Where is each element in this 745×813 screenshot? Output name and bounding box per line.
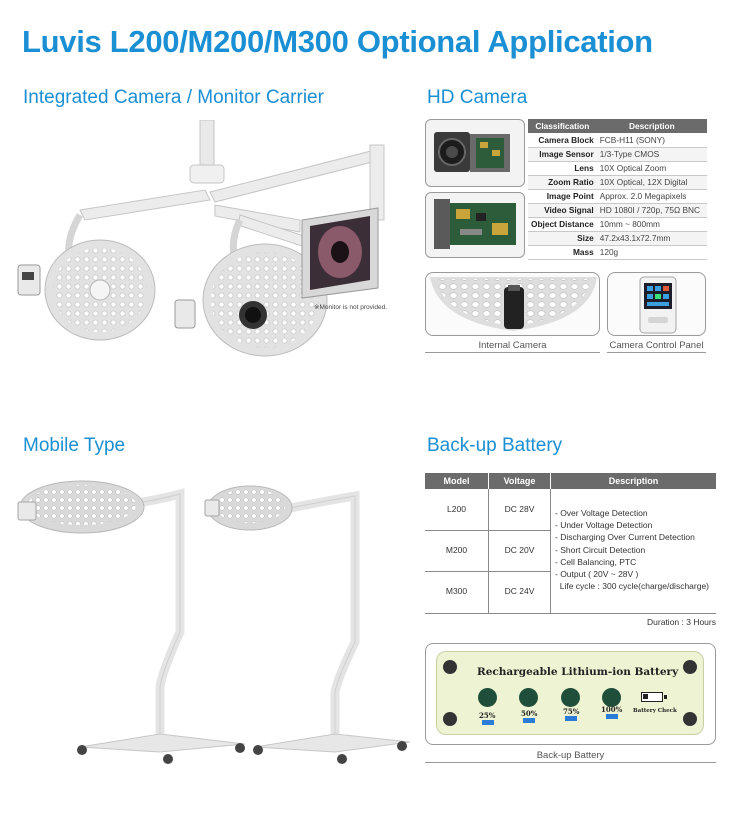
caption-divider xyxy=(607,352,706,353)
table-divider xyxy=(425,571,550,572)
description-line: - Output ( 20V ~ 28V ) xyxy=(555,569,639,580)
camera-block-image xyxy=(425,119,525,187)
corner-screw-icon xyxy=(683,660,697,674)
table-divider xyxy=(425,613,716,614)
spec-key: Lens xyxy=(528,161,597,175)
mobile-type-image xyxy=(10,472,410,772)
battery-caption: Back-up Battery xyxy=(536,750,605,761)
description-line: - Over Voltage Detection xyxy=(555,508,648,518)
battery-header-voltage: Voltage xyxy=(489,473,550,489)
spec-value: 10X Optical, 12X Digital xyxy=(597,175,707,189)
table-row xyxy=(528,175,707,189)
spec-value: FCB-H11 (SONY) xyxy=(597,133,707,147)
battery-voltage: DC 24V xyxy=(504,586,535,596)
corner-screw-icon xyxy=(443,712,457,726)
page-title: Luvis L200/M200/M300 Optional Application xyxy=(22,24,653,59)
camera-control-panel-caption: Camera Control Panel xyxy=(609,340,704,351)
spec-value: 120g xyxy=(597,245,707,259)
table-row xyxy=(528,147,707,161)
description-line: - Discharging Over Current Detection xyxy=(555,532,695,543)
spec-header-classification: Classification xyxy=(528,119,597,133)
battery-voltage: DC 28V xyxy=(504,504,535,514)
spec-value: HD 1080I / 720p, 75Ω BNC xyxy=(597,203,707,217)
table-divider xyxy=(425,530,550,531)
table-row xyxy=(528,203,707,217)
internal-camera-image xyxy=(425,272,600,336)
level-label: 75% xyxy=(563,707,580,716)
level-label: 25% xyxy=(479,711,496,720)
battery-description xyxy=(555,507,709,592)
spec-key: Mass xyxy=(528,245,597,259)
spec-key: Camera Block xyxy=(528,133,597,147)
battery-check-label: Battery Check xyxy=(633,708,677,714)
section-title-hd-camera: HD Camera xyxy=(427,87,528,108)
level-led xyxy=(606,714,618,719)
table-row xyxy=(528,133,707,147)
description-line: Life cycle : 300 cycle(charge/discharge) xyxy=(555,581,710,592)
section-title-battery: Back-up Battery xyxy=(427,435,563,456)
spec-key: Image Point xyxy=(528,189,597,203)
spec-value: 1/3-Type CMOS xyxy=(597,147,707,161)
description-line: - Short Circuit Detection xyxy=(555,544,646,555)
level-label: 100% xyxy=(601,705,623,714)
spec-key: Image Sensor xyxy=(528,147,597,161)
table-row xyxy=(528,245,707,259)
level-button xyxy=(561,688,580,707)
battery-model: M300 xyxy=(445,586,468,596)
spec-header-description: Description xyxy=(597,119,707,133)
level-led xyxy=(565,716,577,721)
corner-screw-icon xyxy=(683,712,697,726)
battery-tip xyxy=(664,695,667,699)
battery-icon xyxy=(641,692,663,702)
spec-key: Video Signal xyxy=(528,203,597,217)
level-button xyxy=(519,688,538,707)
spec-value: 10mm ~ 800mm xyxy=(597,217,707,231)
battery-model: L200 xyxy=(447,504,466,514)
spec-value: 47.2x43.1x72.7mm xyxy=(597,231,707,245)
level-button xyxy=(478,688,497,707)
caption-divider xyxy=(425,762,716,763)
camera-spec-table xyxy=(528,119,707,260)
table-row xyxy=(528,161,707,175)
spec-key: Size xyxy=(528,231,597,245)
description-line: - Cell Balancing, PTC xyxy=(555,556,637,567)
battery-header-model: Model xyxy=(425,473,488,489)
description-line: - Under Voltage Detection xyxy=(555,520,653,531)
battery-header-description: Description xyxy=(551,473,716,489)
spec-value: 10X Optical Zoom xyxy=(597,161,707,175)
battery-panel xyxy=(436,651,704,735)
spec-key: Zoom Ratio xyxy=(528,175,597,189)
level-led xyxy=(482,720,494,725)
level-label: 50% xyxy=(521,709,538,718)
table-row xyxy=(528,217,707,231)
spec-key: Object Distance xyxy=(528,217,597,231)
battery-panel-title: Rechargeable Lithium-ion Battery xyxy=(477,666,679,678)
camera-control-panel-image xyxy=(607,272,706,336)
table-row xyxy=(528,231,707,245)
corner-screw-icon xyxy=(443,660,457,674)
table-divider xyxy=(550,489,551,613)
monitor-note: ※Monitor is not provided. xyxy=(314,304,388,311)
level-led xyxy=(523,718,535,723)
internal-camera-caption: Internal Camera xyxy=(478,340,547,351)
caption-divider xyxy=(425,352,600,353)
battery-duration: Duration : 3 Hours xyxy=(647,617,716,627)
section-title-integrated: Integrated Camera / Monitor Carrier xyxy=(23,87,324,108)
spec-value: Approx. 2.0 Megapixels xyxy=(597,189,707,203)
integrated-carrier-image xyxy=(10,120,410,360)
camera-board-image xyxy=(425,192,525,258)
battery-voltage: DC 20V xyxy=(504,545,535,555)
section-title-mobile: Mobile Type xyxy=(23,435,126,456)
table-row xyxy=(528,189,707,203)
battery-model: M200 xyxy=(445,545,468,555)
